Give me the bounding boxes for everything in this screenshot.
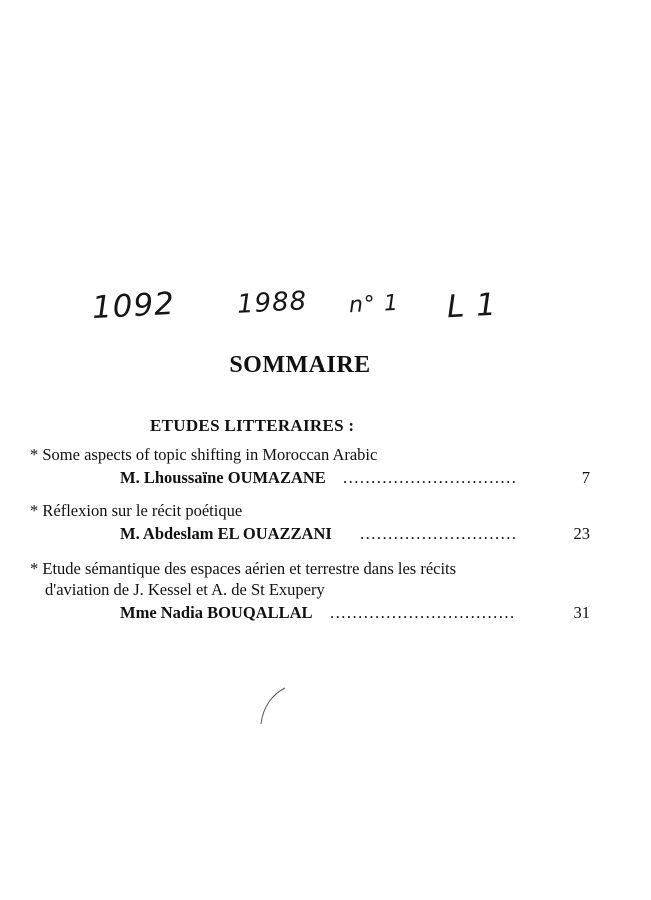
handwritten-note: n° 1 — [348, 290, 400, 319]
entry-author-row — [30, 523, 590, 545]
handwritten-note: L 1 — [446, 286, 498, 326]
page-title: SOMMAIRE — [229, 352, 371, 378]
entry-page-number: 23 — [573, 524, 590, 543]
entry-title: * Etude sémantique des espaces aérien et terrestre dans les récits — [30, 559, 457, 578]
handwritten-note: 1988 — [236, 286, 308, 320]
entry-author-row — [30, 467, 590, 489]
entry-author: Mme Nadia BOUQALLAL — [120, 603, 313, 622]
entry-title-continued: d'aviation de J. Kessel et A. de St Exupery — [45, 580, 325, 599]
pen-stroke-mark — [255, 686, 295, 726]
entry-author-row — [30, 602, 590, 624]
section-heading: ETUDES LITTERAIRES : — [150, 416, 355, 435]
entry-title: * Réflexion sur le récit poétique — [30, 501, 243, 520]
entry-author: M. Lhoussaïne OUMAZANE — [120, 468, 326, 487]
dot-leader: ............................ — [360, 524, 518, 543]
handwritten-annotation — [0, 285, 651, 338]
dot-leader: ............................... — [343, 468, 518, 487]
toc-entry — [30, 558, 590, 624]
toc-entry — [30, 500, 590, 545]
entry-page-number: 7 — [581, 468, 590, 487]
entry-title: * Some aspects of topic shifting in Moroccan Arabic — [30, 445, 378, 464]
handwritten-note: 1092 — [91, 285, 176, 327]
entry-page-number: 31 — [573, 603, 590, 622]
entry-author: M. Abdeslam EL OUAZZANI — [120, 524, 332, 543]
dot-leader: ................................. — [330, 603, 516, 622]
toc-entry — [30, 444, 590, 489]
